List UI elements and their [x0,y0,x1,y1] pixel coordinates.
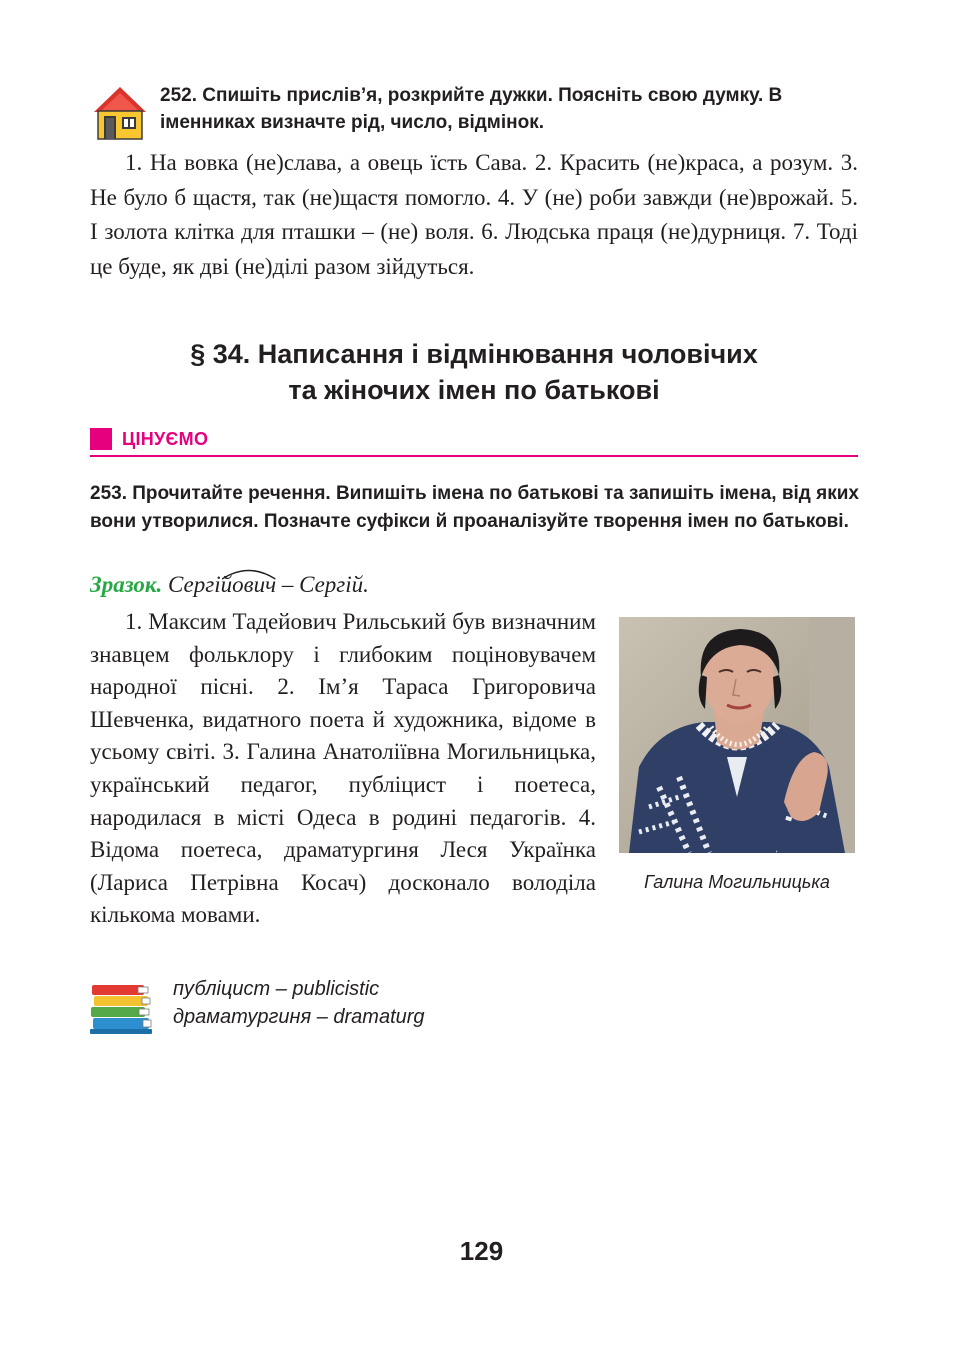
books-icon [90,983,154,1035]
sample-rest: – Сергій. [276,572,369,597]
values-divider [90,455,858,457]
glossary-item: публіцист – publicistic [173,978,380,1000]
section-title [90,336,858,408]
sample-line [90,568,369,602]
house-icon [92,85,148,141]
sample-label: Зразок. [90,572,163,597]
section-title-line-1: § 34. Написання і відмінювання чоловічих [190,339,758,369]
page-number: 129 [459,1236,504,1266]
sample-suffix-text: йович [220,572,277,597]
sample-word-start: Сергі [168,572,221,597]
glossary [173,975,425,1031]
exercise-252-heading: 252. Спишіть прислів’я, розкрийте дужки. Поясніть свою думку. В іменниках визначте рід, число, відмінок. [160,85,783,133]
values-label: ЦІНУЄМО [122,429,209,449]
photo-caption: Галина Могильницька [644,872,830,892]
suffix-arc-mark [221,566,276,580]
section-title-line-2: та жіночих імен по батькові [288,375,660,405]
sample-suffix [221,568,276,602]
portrait-photo [619,617,855,853]
values-marker [90,428,112,450]
exercise-252-text: 1. На вовка (не)слава, а овець їсть Сава. 2. Красить (не)краса, а розум. 3. Не було б щастя, так (не)щастя помогло. 4. У (не) роби завжди (не)врожай. 5. І золота клітка для пташки – (не) воля. 6. Людська праця (не)дурниця. 7. Тоді це буде, як дві (не)ділі разом зійдуться. [90,150,858,279]
exercise-253-text: 1. Максим Тадейович Рильський був визначним знавцем фольклору і глибоким поціновувачем народної пісні. 2. Ім’я Тараса Григоровича Шевченка, видатного поета й художника, відоме в усьому світі. 3. Галина Анатоліївна Могильницька, український педагог, публіцист і поетеса, народилася в місті Одеса в родині педагогів. 4. Відома поетеса, драматургиня Леся Українка (Лариса Петрівна Косач) досконало володіла кількома мовами. [90,609,596,928]
glossary-item: драматургиня – dramaturg [173,1006,425,1028]
exercise-253-heading: 253. Прочитайте речення. Випишіть імена по батькові та запишіть імена, від яких вони утворилися. Позначте суфікси й проаналізуйте творення імен по батькові. [90,483,859,532]
